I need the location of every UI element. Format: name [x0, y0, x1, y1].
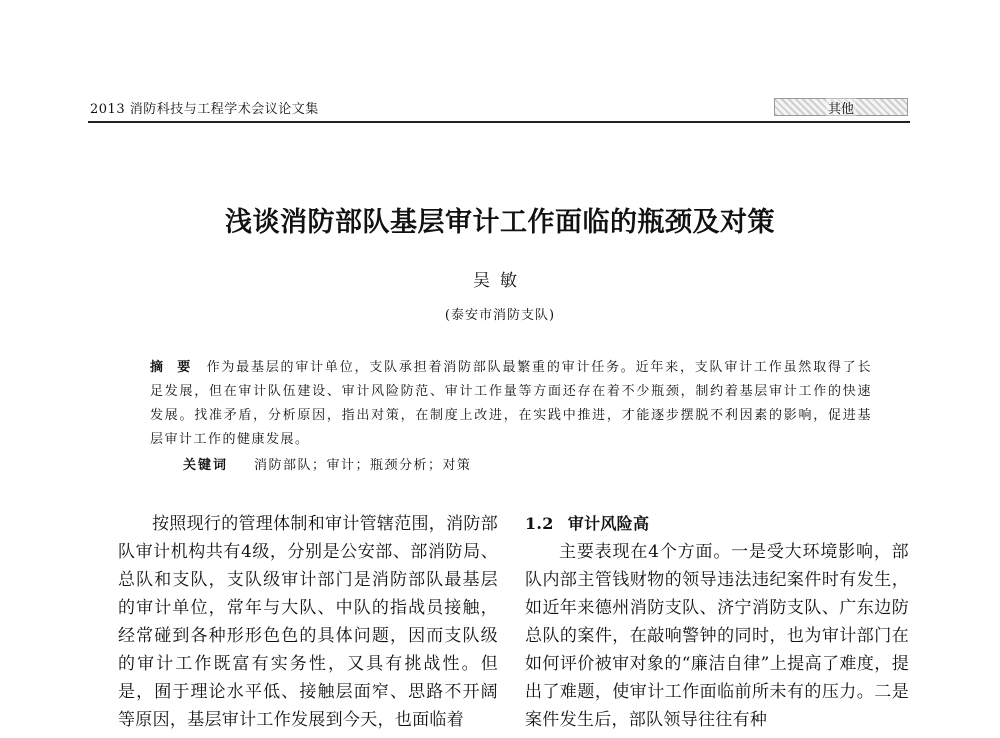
body-paragraph: 按照现行的管理体制和审计管辖范围，消防部队审计机构共有4级，分别是公安部、部消防局、总队和支队，支队级审计部门是消防部队最基层的审计单位，常年与大队、中队的指战员接触，经常碰到各种形形色色的具体问题，因而支队级的审计工作既富有实务性，又具有挑战性。但是，囿于理论水平低、接触层面窄、思路不开阔等原因，基层审计工作发展到今天，也面临着 [118, 514, 498, 730]
section-heading [525, 510, 909, 538]
section-number: 1.2 [525, 514, 554, 533]
keywords-text: 消防部队；审计；瓶颈分析；对策 [254, 458, 472, 473]
keywords-label: 关键词 [183, 458, 229, 473]
section-tag-label: 其他 [826, 98, 856, 117]
paper-title: 浅谈消防部队基层审计工作面临的瓶颈及对策 [225, 207, 775, 238]
section-tag [774, 98, 908, 116]
running-header-title: 2013 消防科技与工程学术会议论文集 [90, 102, 319, 117]
keywords [183, 456, 873, 476]
section-title: 审计风险高 [567, 514, 650, 533]
author-name: 吴敏 [473, 271, 527, 291]
body-column-right [525, 510, 909, 734]
abstract-text: 作为最基层的审计单位，支队承担着消防部队最繁重的审计任务。近年来，支队审计工作虽然取得了长足发展，但在审计队伍建设、审计风险防范、审计工作量等方面还存在着不少瓶颈，制约着基层审计工作的快速发展。找准矛盾，分析原因，指出对策，在制度上改进，在实践中推进，才能逐步摆脱不利因素的影响，促进基层审计工作的健康发展。 [150, 360, 872, 447]
header-divider [88, 121, 910, 123]
abstract [150, 356, 872, 452]
abstract-label: 摘要 [150, 360, 205, 375]
affiliation: (泰安市消防支队) [444, 308, 556, 323]
body-column-left [118, 510, 498, 734]
body-paragraph: 主要表现在4个方面。一是受大环境影响，部队内部主管钱财物的领导违法违纪案件时有发生，如近年来德州消防支队、济宁消防支队、广东边防总队的案件，在敲响警钟的同时，也为审计部门在如何评价被审对象的“廉洁自律”上提高了难度，提出了难题，使审计工作面临前所未有的压力。二是案件发生后，部队领导往往有种 [525, 542, 909, 730]
